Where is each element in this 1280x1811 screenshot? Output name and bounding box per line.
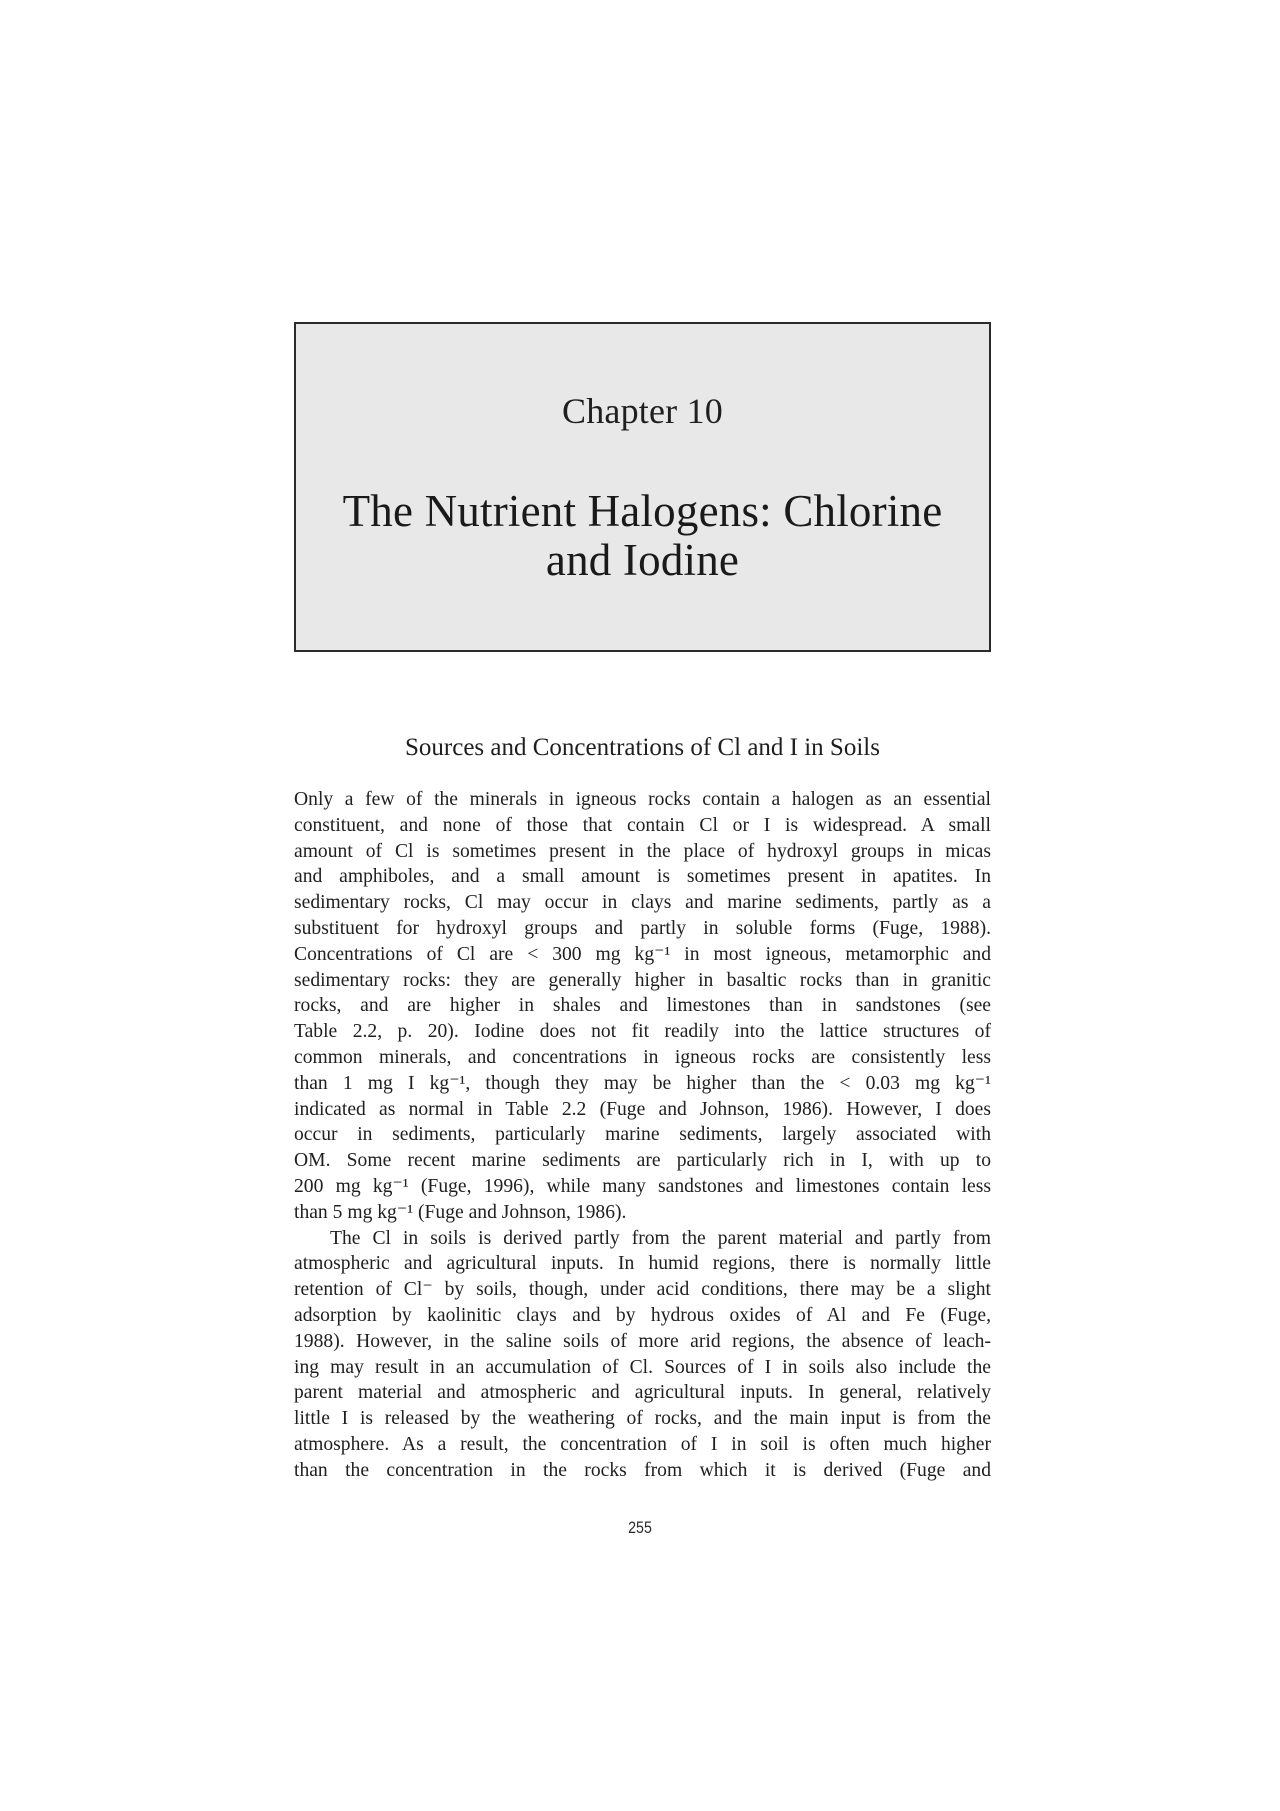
text-line: atmospheric and agricultural inputs. In humid regions, there is normally little: [294, 1253, 991, 1275]
text-line: Only a few of the minerals in igneous rocks contain a halogen as an essential: [294, 789, 991, 810]
page-number: 255: [628, 1519, 652, 1537]
body-text: [294, 787, 991, 1484]
chapter-number: Chapter 10: [562, 391, 723, 431]
text-line: and amphiboles, and a small amount is sometimes present in apatites. In: [294, 866, 991, 888]
text-line: than 5 mg kg⁻¹ (Fuge and Johnson, 1986).: [294, 1201, 627, 1223]
text-line: parent material and atmospheric and agricultural inputs. In general, relatively: [294, 1382, 991, 1404]
text-line: Table 2.2, p. 20). Iodine does not fit readily into the lattice structures of: [294, 1021, 991, 1043]
text-line: than the concentration in the rocks from which it is derived (Fuge and: [294, 1459, 991, 1481]
text-line: 200 mg kg⁻¹ (Fuge, 1996), while many sandstones and limestones contain less: [294, 1175, 991, 1197]
paragraph-2: [294, 1226, 991, 1484]
text-line: Concentrations of Cl are < 300 mg kg⁻¹ in most igneous, metamorphic and: [294, 943, 991, 965]
text-line: rocks, and are higher in shales and limestones than in sandstones (see: [294, 995, 991, 1017]
paragraph-1: [294, 787, 991, 1226]
text-line: amount of Cl is sometimes present in the place of hydroxyl groups in micas: [294, 840, 991, 862]
text-line: occur in sediments, particularly marine sediments, largely associated with: [294, 1124, 991, 1146]
text-line: sedimentary rocks: they are generally higher in basaltic rocks than in granitic: [294, 969, 991, 991]
chapter-title-box: [294, 322, 991, 652]
text-line: The Cl in soils is derived partly from the parent material and partly from: [330, 1227, 991, 1249]
chapter-title-line-1: The Nutrient Halogens: Chlorine: [342, 486, 943, 536]
text-line: common minerals, and concentrations in igneous rocks are consistently less: [294, 1046, 991, 1068]
text-line: retention of Cl⁻ by soils, though, under acid conditions, there may be a slight: [294, 1279, 991, 1301]
text-line: little I is released by the weathering of rocks, and the main input is from the: [294, 1408, 991, 1430]
text-line: 1988). However, in the saline soils of more arid regions, the absence of leach-: [294, 1330, 991, 1352]
text-line: sedimentary rocks, Cl may occur in clays and marine sediments, partly as a: [294, 892, 991, 914]
text-line: substituent for hydroxyl groups and partly in soluble forms (Fuge, 1988).: [294, 917, 991, 939]
text-line: adsorption by kaolinitic clays and by hydrous oxides of Al and Fe (Fuge,: [294, 1304, 991, 1326]
text-line: atmosphere. As a result, the concentration of I in soil is often much higher: [294, 1433, 991, 1455]
text-line: ing may result in an accumulation of Cl. Sources of I in soils also include the: [294, 1356, 991, 1378]
text-line: indicated as normal in Table 2.2 (Fuge and Johnson, 1986). However, I does: [294, 1098, 991, 1120]
chapter-title: [296, 487, 989, 585]
chapter-title-line-2: and Iodine: [545, 535, 740, 585]
text-line: constituent, and none of those that contain Cl or I is widespread. A small: [294, 814, 991, 836]
text-line: OM. Some recent marine sediments are particularly rich in I, with up to: [294, 1150, 991, 1172]
section-heading: Sources and Concentrations of Cl and I in Soils: [405, 734, 880, 761]
text-line: than 1 mg I kg⁻¹, though they may be higher than the < 0.03 mg kg⁻¹: [294, 1072, 991, 1094]
